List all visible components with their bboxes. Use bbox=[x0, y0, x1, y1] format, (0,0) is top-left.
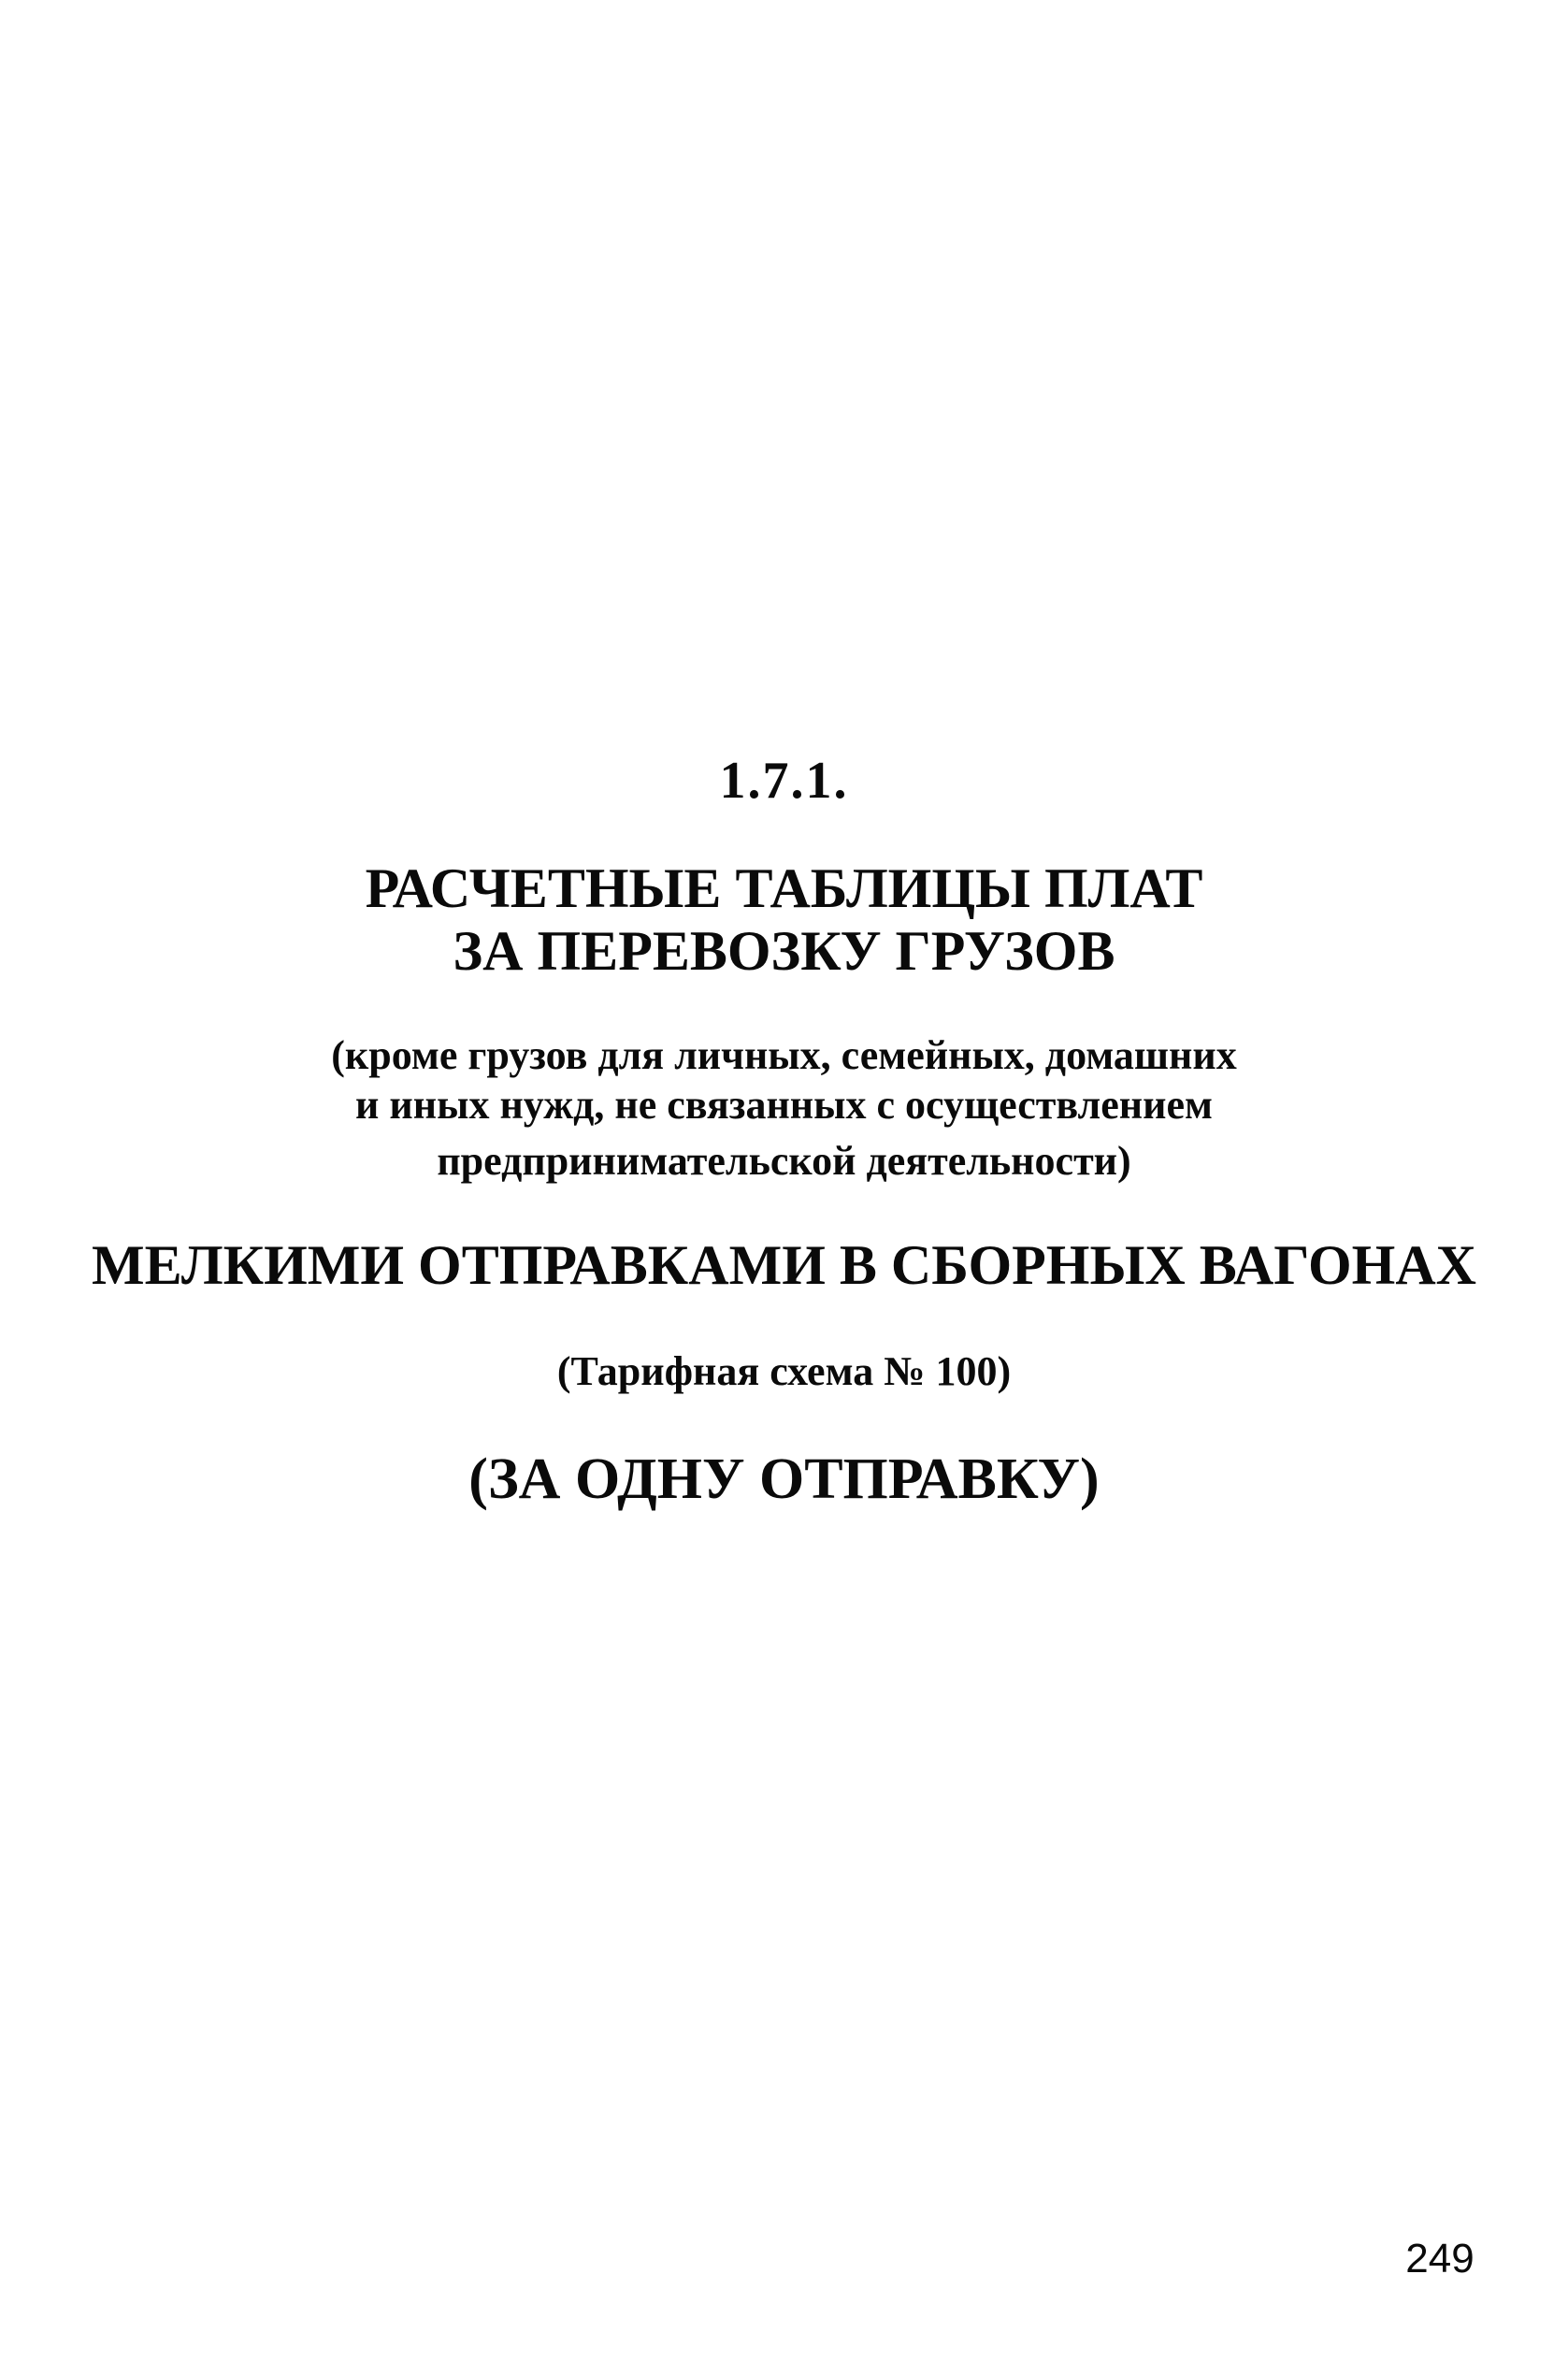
title-line-1: РАСЧЕТНЫЕ ТАБЛИЦЫ ПЛАТ bbox=[365, 857, 1203, 919]
subtitle-line-1: (кроме грузов для личных, семейных, домашних bbox=[331, 1032, 1237, 1078]
per-shipment-heading: (ЗА ОДНУ ОТПРАВКУ) bbox=[468, 1447, 1100, 1511]
shipment-type-heading: МЕЛКИМИ ОТПРАВКАМИ В СБОРНЫХ ВАГОНАХ bbox=[92, 1234, 1476, 1296]
title-line-2: ЗА ПЕРЕВОЗКУ ГРУЗОВ bbox=[453, 920, 1115, 982]
section-number: 1.7.1. bbox=[719, 752, 849, 810]
tariff-scheme: (Тарифная схема № 100) bbox=[556, 1348, 1012, 1394]
page-number: 249 bbox=[1405, 2236, 1474, 2281]
subtitle-line-3: предпринимательской деятельности) bbox=[437, 1138, 1131, 1184]
subtitle-line-2: и иных нужд, не связанных с осуществлением bbox=[355, 1082, 1213, 1128]
